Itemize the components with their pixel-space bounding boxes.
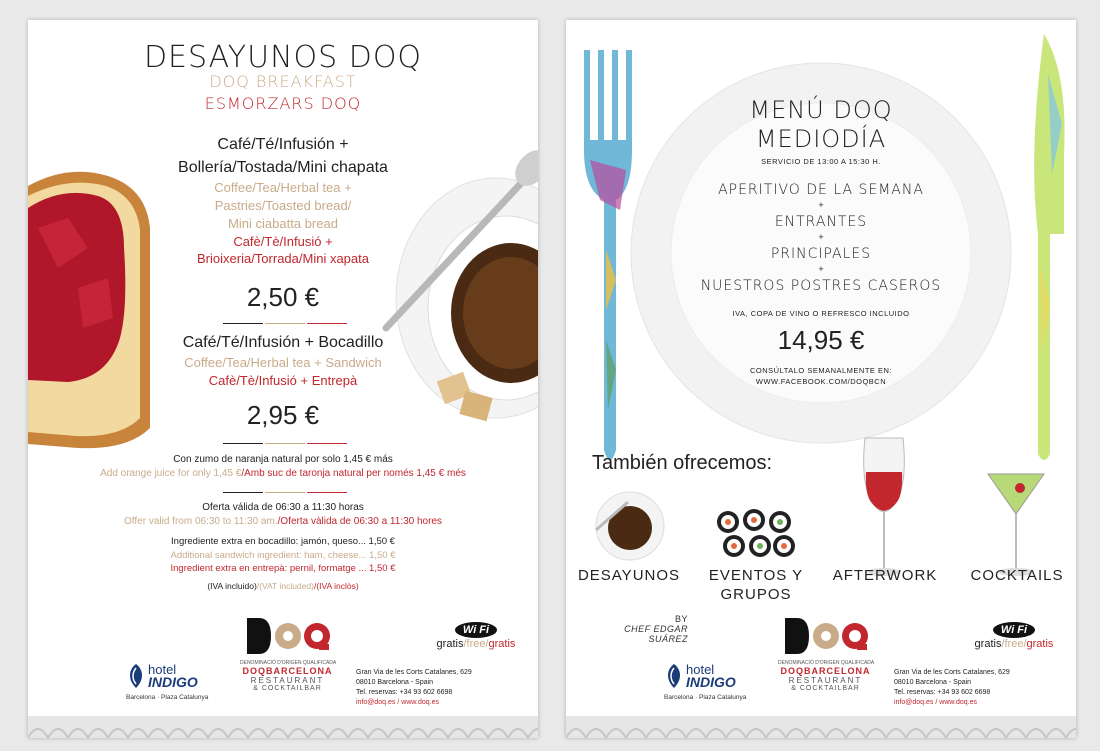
course-entrantes: ENTRANTES xyxy=(774,214,868,230)
divider xyxy=(265,492,305,493)
service-hours: SERVICIO DE 13:00 A 15:30 H. xyxy=(761,157,881,166)
plus-sign: + xyxy=(818,264,824,274)
lunch-menu-page xyxy=(566,20,1076,738)
doq-emblem-icon xyxy=(783,616,869,656)
wifi-badge xyxy=(426,620,526,650)
doq-sub1: RESTAURANT xyxy=(788,676,863,685)
contact-address: Gran Via de les Corts Catalanes, 629 08010 Barcelona - Spain Tel. reservas: +34 93 602 6698 info@doq.es / www.doq.es xyxy=(894,669,1010,706)
menu2-es: Café/Té/Infusión + Bocadillo xyxy=(182,334,384,351)
divider xyxy=(307,443,347,444)
hotel-location: Barcelona · Plaza Catalunya xyxy=(664,694,747,701)
indigo-emblem-icon xyxy=(664,664,684,688)
address-line1: Gran Via de les Corts Catalanes, 629 xyxy=(356,669,472,676)
course-principales: PRINCIPALES xyxy=(770,246,872,262)
wave-border xyxy=(566,716,1076,738)
menu1-ca-line1: Cafè/Tè/Infusió + xyxy=(233,234,333,249)
hours-ca: /Oferta vàlida de 06:30 a 11:30 hores xyxy=(277,516,442,527)
menu2-ca: Cafè/Tè/Infusió + Entrepà xyxy=(208,373,358,388)
extra-en: Additional sandwich ingredient: ham, cheese... 1,50 € xyxy=(170,550,396,561)
lunch-title-line2: MEDIODÍA xyxy=(755,125,887,153)
vat-en: /(VAT included) xyxy=(256,581,314,591)
hotel-small: hotel xyxy=(148,662,177,677)
email: info@doq.es xyxy=(894,699,934,706)
menu1-ca-line2: Brioixeria/Torrada/Mini xapata xyxy=(197,251,369,266)
menu1-es-line2: Bollería/Tostada/Mini chapata xyxy=(178,159,388,176)
cocktail-image xyxy=(986,470,1046,580)
wifi-icon: Wi Fi xyxy=(993,622,1035,638)
hours-translations xyxy=(28,516,538,527)
doq-sub2: & COCKTAILBAR xyxy=(253,685,322,692)
hotel-name: INDIGO xyxy=(686,674,736,690)
extra-ca: Ingredient extra en entrepà: pernil, formatge ... 1,50 € xyxy=(170,563,396,574)
extra-es: Ingrediente extra en bocadillo: jamón, queso... 1,50 € xyxy=(171,536,395,547)
breakfast-cup-image xyxy=(588,482,668,562)
doq-logo xyxy=(240,616,335,692)
wifi-badge xyxy=(964,620,1064,650)
address-line2: 08010 Barcelona - Spain xyxy=(894,679,972,686)
facebook-link[interactable]: WWW.FACEBOOK.COM/DOQBCN xyxy=(755,377,887,386)
divider xyxy=(223,492,263,493)
juice-note-translations xyxy=(28,468,538,479)
menu2-price: 2,95 € xyxy=(246,400,320,430)
website: www.doq.es xyxy=(401,699,440,706)
juice-note-en: Add orange juice for only 1,45 € xyxy=(100,468,242,479)
doq-tagline: DENOMINACIÓ D'ORIGEN QUALIFICADA xyxy=(778,660,875,666)
plus-sign: + xyxy=(818,200,824,210)
offer-eventos-line2: GRUPOS xyxy=(720,586,792,603)
also-offer-heading: También ofrecemos: xyxy=(592,452,773,474)
juice-note-es: Con zumo de naranja natural por solo 1,45 € más xyxy=(173,454,393,465)
offer-cocktails: COCKTAILS xyxy=(970,567,1064,584)
chef-name-line1: CHEF EDGAR xyxy=(624,624,688,634)
doq-logo xyxy=(778,616,873,692)
course-postres: NUESTROS POSTRES CASEROS xyxy=(700,278,942,294)
address-line2: 08010 Barcelona - Spain xyxy=(356,679,434,686)
offer-eventos-line1: EVENTOS Y xyxy=(708,567,804,584)
contact-address: Gran Via de les Corts Catalanes, 629 08010 Barcelona - Spain Tel. reservas: +34 93 602 6698 info@doq.es / www.doq.es xyxy=(356,669,472,706)
divider xyxy=(265,443,305,444)
hotel-small: hotel xyxy=(686,662,715,677)
doq-emblem-icon xyxy=(245,616,331,656)
chef-credit xyxy=(618,614,688,644)
doq-name: DOQBARCELONA xyxy=(242,666,333,676)
plus-sign: + xyxy=(818,232,824,242)
divider xyxy=(223,443,263,444)
doq-name: DOQBARCELONA xyxy=(780,666,871,676)
menu-subtitle-ca: ESMORZARS DOQ xyxy=(204,94,362,113)
menu1-en-line3: Mini ciabatta bread xyxy=(228,216,338,231)
website: www.doq.es xyxy=(939,699,978,706)
hotel-name: INDIGO xyxy=(148,674,198,690)
wave-border xyxy=(28,716,538,738)
sushi-image xyxy=(712,506,798,562)
course-aperitivo: APERITIVO DE LA SEMANA xyxy=(718,182,924,198)
offer-desayunos: DESAYUNOS xyxy=(577,567,681,584)
phone: Tel. reservas: +34 93 602 6698 xyxy=(356,689,453,696)
divider xyxy=(265,323,305,324)
chef-name-line2: SUÁREZ xyxy=(648,634,688,644)
menu1-en-line1: Coffee/Tea/Herbal tea + xyxy=(214,180,352,195)
wifi-icon: Wi Fi xyxy=(455,622,497,638)
menu1-price: 2,50 € xyxy=(246,282,320,312)
divider xyxy=(307,323,347,324)
menu-title: DESAYUNOS DOQ xyxy=(143,40,423,75)
offer-afterwork: AFTERWORK xyxy=(832,567,938,584)
indigo-emblem-icon xyxy=(126,664,146,688)
hours-en: Offer valid from 06:30 to 11:30 am. xyxy=(124,516,278,527)
included-note: IVA, COPA DE VINO O REFRESCO INCLUIDO xyxy=(732,309,910,318)
doq-sub2: & COCKTAILBAR xyxy=(791,685,860,692)
menu2-en: Coffee/Tea/Herbal tea + Sandwich xyxy=(184,355,382,370)
vat-es: (IVA incluido) xyxy=(207,581,257,591)
wifi-free-text: gratis/free/gratis xyxy=(436,638,516,650)
lunch-title-line1: MENÚ DOQ xyxy=(749,96,893,124)
consult-line1: CONSÚLTALO SEMANALMENTE EN: xyxy=(750,366,892,375)
wifi-free-text: gratis/free/gratis xyxy=(974,638,1054,650)
doq-sub1: RESTAURANT xyxy=(250,676,325,685)
lunch-price: 14,95 € xyxy=(777,325,865,355)
breakfast-menu-page xyxy=(28,20,538,738)
vat-ca: /(IVA inclòs) xyxy=(313,581,359,591)
menu1-en-line2: Pastries/Toasted bread/ xyxy=(214,198,352,213)
hours-es: Oferta válida de 06:30 a 11:30 horas xyxy=(202,502,364,513)
juice-note-ca: /Amb suc de taronja natural per només 1,45 € més xyxy=(241,468,466,479)
menu-subtitle-en: DOQ BREAKFAST xyxy=(209,72,357,91)
chef-by: BY xyxy=(674,614,688,624)
hotel-location: Barcelona · Plaza Catalunya xyxy=(126,694,209,701)
divider xyxy=(223,323,263,324)
menu1-es-line1: Café/Té/Infusión + xyxy=(217,136,349,153)
email: info@doq.es xyxy=(356,699,396,706)
address-line1: Gran Via de les Corts Catalanes, 629 xyxy=(894,669,1010,676)
vat-note xyxy=(28,581,538,591)
phone: Tel. reservas: +34 93 602 6698 xyxy=(894,689,991,696)
wine-glass-image xyxy=(859,436,909,578)
divider xyxy=(307,492,347,493)
doq-tagline: DENOMINACIÓ D'ORIGEN QUALIFICADA xyxy=(240,660,337,666)
